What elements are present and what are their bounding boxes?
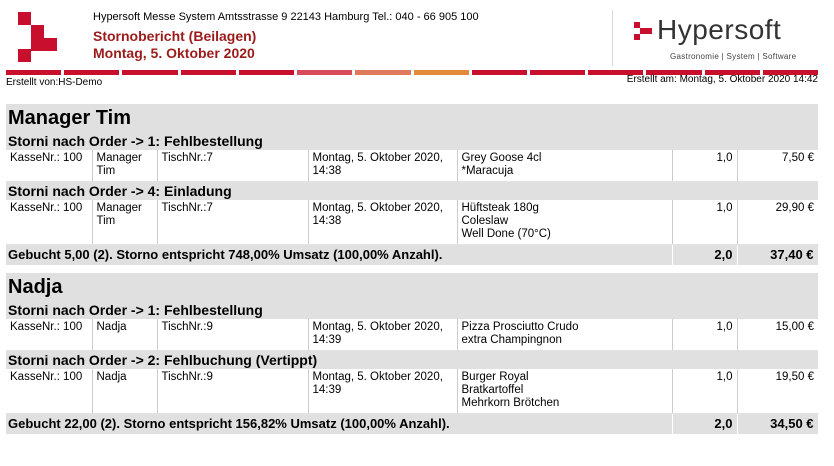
cell-kasse: KasseNr.: 100 <box>6 200 92 245</box>
total-label: Gebucht 5,00 (2). Storno entspricht 748,00% Umsatz (100,00% Anzahl). <box>6 245 672 266</box>
cell-user: Manager Tim <box>92 200 157 245</box>
cell-date: Montag, 5. Oktober 2020, 14:38 <box>308 150 457 182</box>
report-title: Stornobericht (Beilagen) <box>93 28 257 44</box>
cell-price: 29,90 € <box>737 200 818 245</box>
brand-name: Hypersoft <box>657 14 782 45</box>
cell-tisch: TischNr.:7 <box>157 200 308 245</box>
cell-tisch: TischNr.:7 <box>157 150 308 182</box>
section-header <box>6 273 818 301</box>
spacer-cell <box>6 265 818 273</box>
cell-item: Pizza Prosciutto Crudo extra Champingnon <box>457 319 672 351</box>
stripe-segment <box>472 70 527 75</box>
section-total <box>6 414 818 435</box>
stripe-segment <box>122 70 177 75</box>
table-row <box>6 200 818 245</box>
table-row <box>6 319 818 351</box>
report-header <box>0 0 834 88</box>
cell-price: 7,50 € <box>737 150 818 182</box>
stripe-segment <box>355 70 410 75</box>
company-logo-icon <box>18 12 58 62</box>
cell-tisch: TischNr.:9 <box>157 369 308 414</box>
storno-table <box>6 104 819 434</box>
group-title: Storni nach Order -> 1: Fehlbestellung <box>6 301 818 319</box>
cell-date: Montag, 5. Oktober 2020, 14:38 <box>308 200 457 245</box>
header-divider <box>612 10 613 66</box>
group-header <box>6 351 818 370</box>
stripe-segment <box>239 70 294 75</box>
total-price: 37,40 € <box>737 245 818 266</box>
cell-user: Nadja <box>92 319 157 351</box>
group-title: Storni nach Order -> 1: Fehlbestellung <box>6 132 818 150</box>
stripe-segment <box>297 70 352 75</box>
cell-user: Manager Tim <box>92 150 157 182</box>
cell-price: 19,50 € <box>737 369 818 414</box>
cell-qty: 1,0 <box>672 150 737 182</box>
cell-tisch: TischNr.:9 <box>157 319 308 351</box>
report-body <box>6 104 818 434</box>
group-header <box>6 301 818 319</box>
cell-kasse: KasseNr.: 100 <box>6 369 92 414</box>
table-row <box>6 150 818 182</box>
cell-item: Grey Goose 4cl *Maracuja <box>457 150 672 182</box>
company-address: Hypersoft Messe System Amtsstrasse 9 22143 Hamburg Tel.: 040 - 66 905 100 <box>93 11 479 23</box>
hypersoft-logo <box>622 14 812 64</box>
cell-kasse: KasseNr.: 100 <box>6 319 92 351</box>
cell-user: Nadja <box>92 369 157 414</box>
cell-qty: 1,0 <box>672 200 737 245</box>
table-row <box>6 369 818 414</box>
total-qty: 2,0 <box>672 245 737 266</box>
cell-item: Hüftsteak 180g Coleslaw Well Done (70°C) <box>457 200 672 245</box>
cell-date: Montag, 5. Oktober 2020, 14:39 <box>308 369 457 414</box>
total-price: 34,50 € <box>737 414 818 435</box>
cell-date: Montag, 5. Oktober 2020, 14:39 <box>308 319 457 351</box>
group-title: Storni nach Order -> 2: Fehlbuchung (Vertippt) <box>6 351 818 370</box>
cell-item: Burger Royal Bratkartoffel Mehrkorn Brötchen <box>457 369 672 414</box>
section-header <box>6 104 818 132</box>
cell-qty: 1,0 <box>672 369 737 414</box>
cell-kasse: KasseNr.: 100 <box>6 150 92 182</box>
group-header <box>6 132 818 150</box>
cell-qty: 1,0 <box>672 319 737 351</box>
stripe-segment <box>530 70 585 75</box>
report-date: Montag, 5. Oktober 2020 <box>93 45 255 61</box>
stripe-segment <box>414 70 469 75</box>
group-header <box>6 182 818 201</box>
cell-price: 15,00 € <box>737 319 818 351</box>
created-by: Erstellt von:HS-Demo <box>6 77 103 88</box>
brand-tagline: Gastronomie | System | Software <box>670 52 797 61</box>
group-title: Storni nach Order -> 4: Einladung <box>6 182 818 201</box>
total-qty: 2,0 <box>672 414 737 435</box>
stripe-segment <box>181 70 236 75</box>
total-label: Gebucht 22,00 (2). Storno entspricht 156,82% Umsatz (100,00% Anzahl). <box>6 414 672 435</box>
section-total <box>6 245 818 266</box>
section-name: Nadja <box>6 273 818 301</box>
section-spacer <box>6 265 818 273</box>
hypersoft-mark-icon <box>634 22 652 42</box>
stripe-segment <box>64 70 119 75</box>
stripe-segment <box>6 70 61 75</box>
created-at: Erstellt am: Montag, 5. Oktober 2020 14:42 <box>626 74 818 85</box>
section-name: Manager Tim <box>6 104 818 132</box>
